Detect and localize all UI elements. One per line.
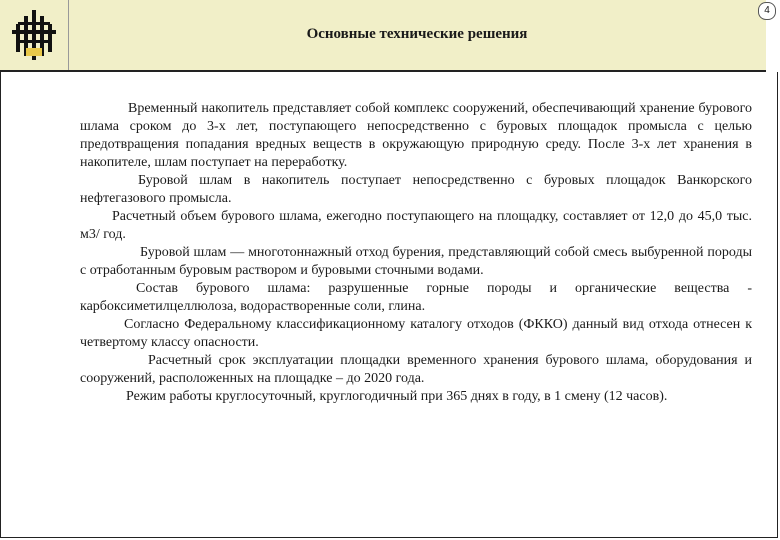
paragraph-3: Расчетный объем бурового шлама, ежегодно поступающего на площадку, составляет от 12,0 до 45,0 тыс. м3/ год.	[80, 209, 752, 242]
paragraph-6: Согласно Федеральному классификационному каталогу отходов (ФККО) данный вид отхода отнесен к четвертому классу опасности.	[80, 317, 752, 350]
paragraph-7: Расчетный срок эксплуатации площадки временного хранения бурового шлама, оборудования и сооружений, расположенных на площадке – до 2020 года.	[80, 353, 752, 386]
page-title: Основные технические решения	[306, 26, 528, 42]
paragraph-8: Режим работы круглосуточный, круглогодичный при 365 днях в году, в 1 смену (12 часов).	[126, 389, 668, 404]
paragraph-5: Состав бурового шлама: разрушенные горные породы и органические вещества - карбоксиметилцеллюлоза, водорастворенные соли, глина.	[80, 281, 752, 314]
paragraph-2: Буровой шлам в накопитель поступает непосредственно с буровых площадок Ванкорского нефтегазового промысла.	[80, 173, 752, 206]
paragraph-1: Временный накопитель представляет собой комплекс сооружений, обеспечивающий хранение бурового шлама сроком до 3-х лет, поступающего непосредственно с буровых площадок промысла с целью предотвращения попадания вредных веществ в окружающую природную среду. После 3-х лет хранения в накопителе, шлам поступает на переработку.	[80, 101, 752, 170]
text-body	[80, 100, 752, 406]
header-bar	[0, 0, 766, 72]
page-number: 4	[758, 2, 776, 20]
logo-box	[0, 0, 69, 70]
company-logo-icon	[10, 8, 58, 62]
paragraph-4: Буровой шлам — многотоннажный отход бурения, представляющий собой смесь выбуренной породы с отработанным буровым раствором и буровыми сточными водами.	[80, 245, 752, 278]
